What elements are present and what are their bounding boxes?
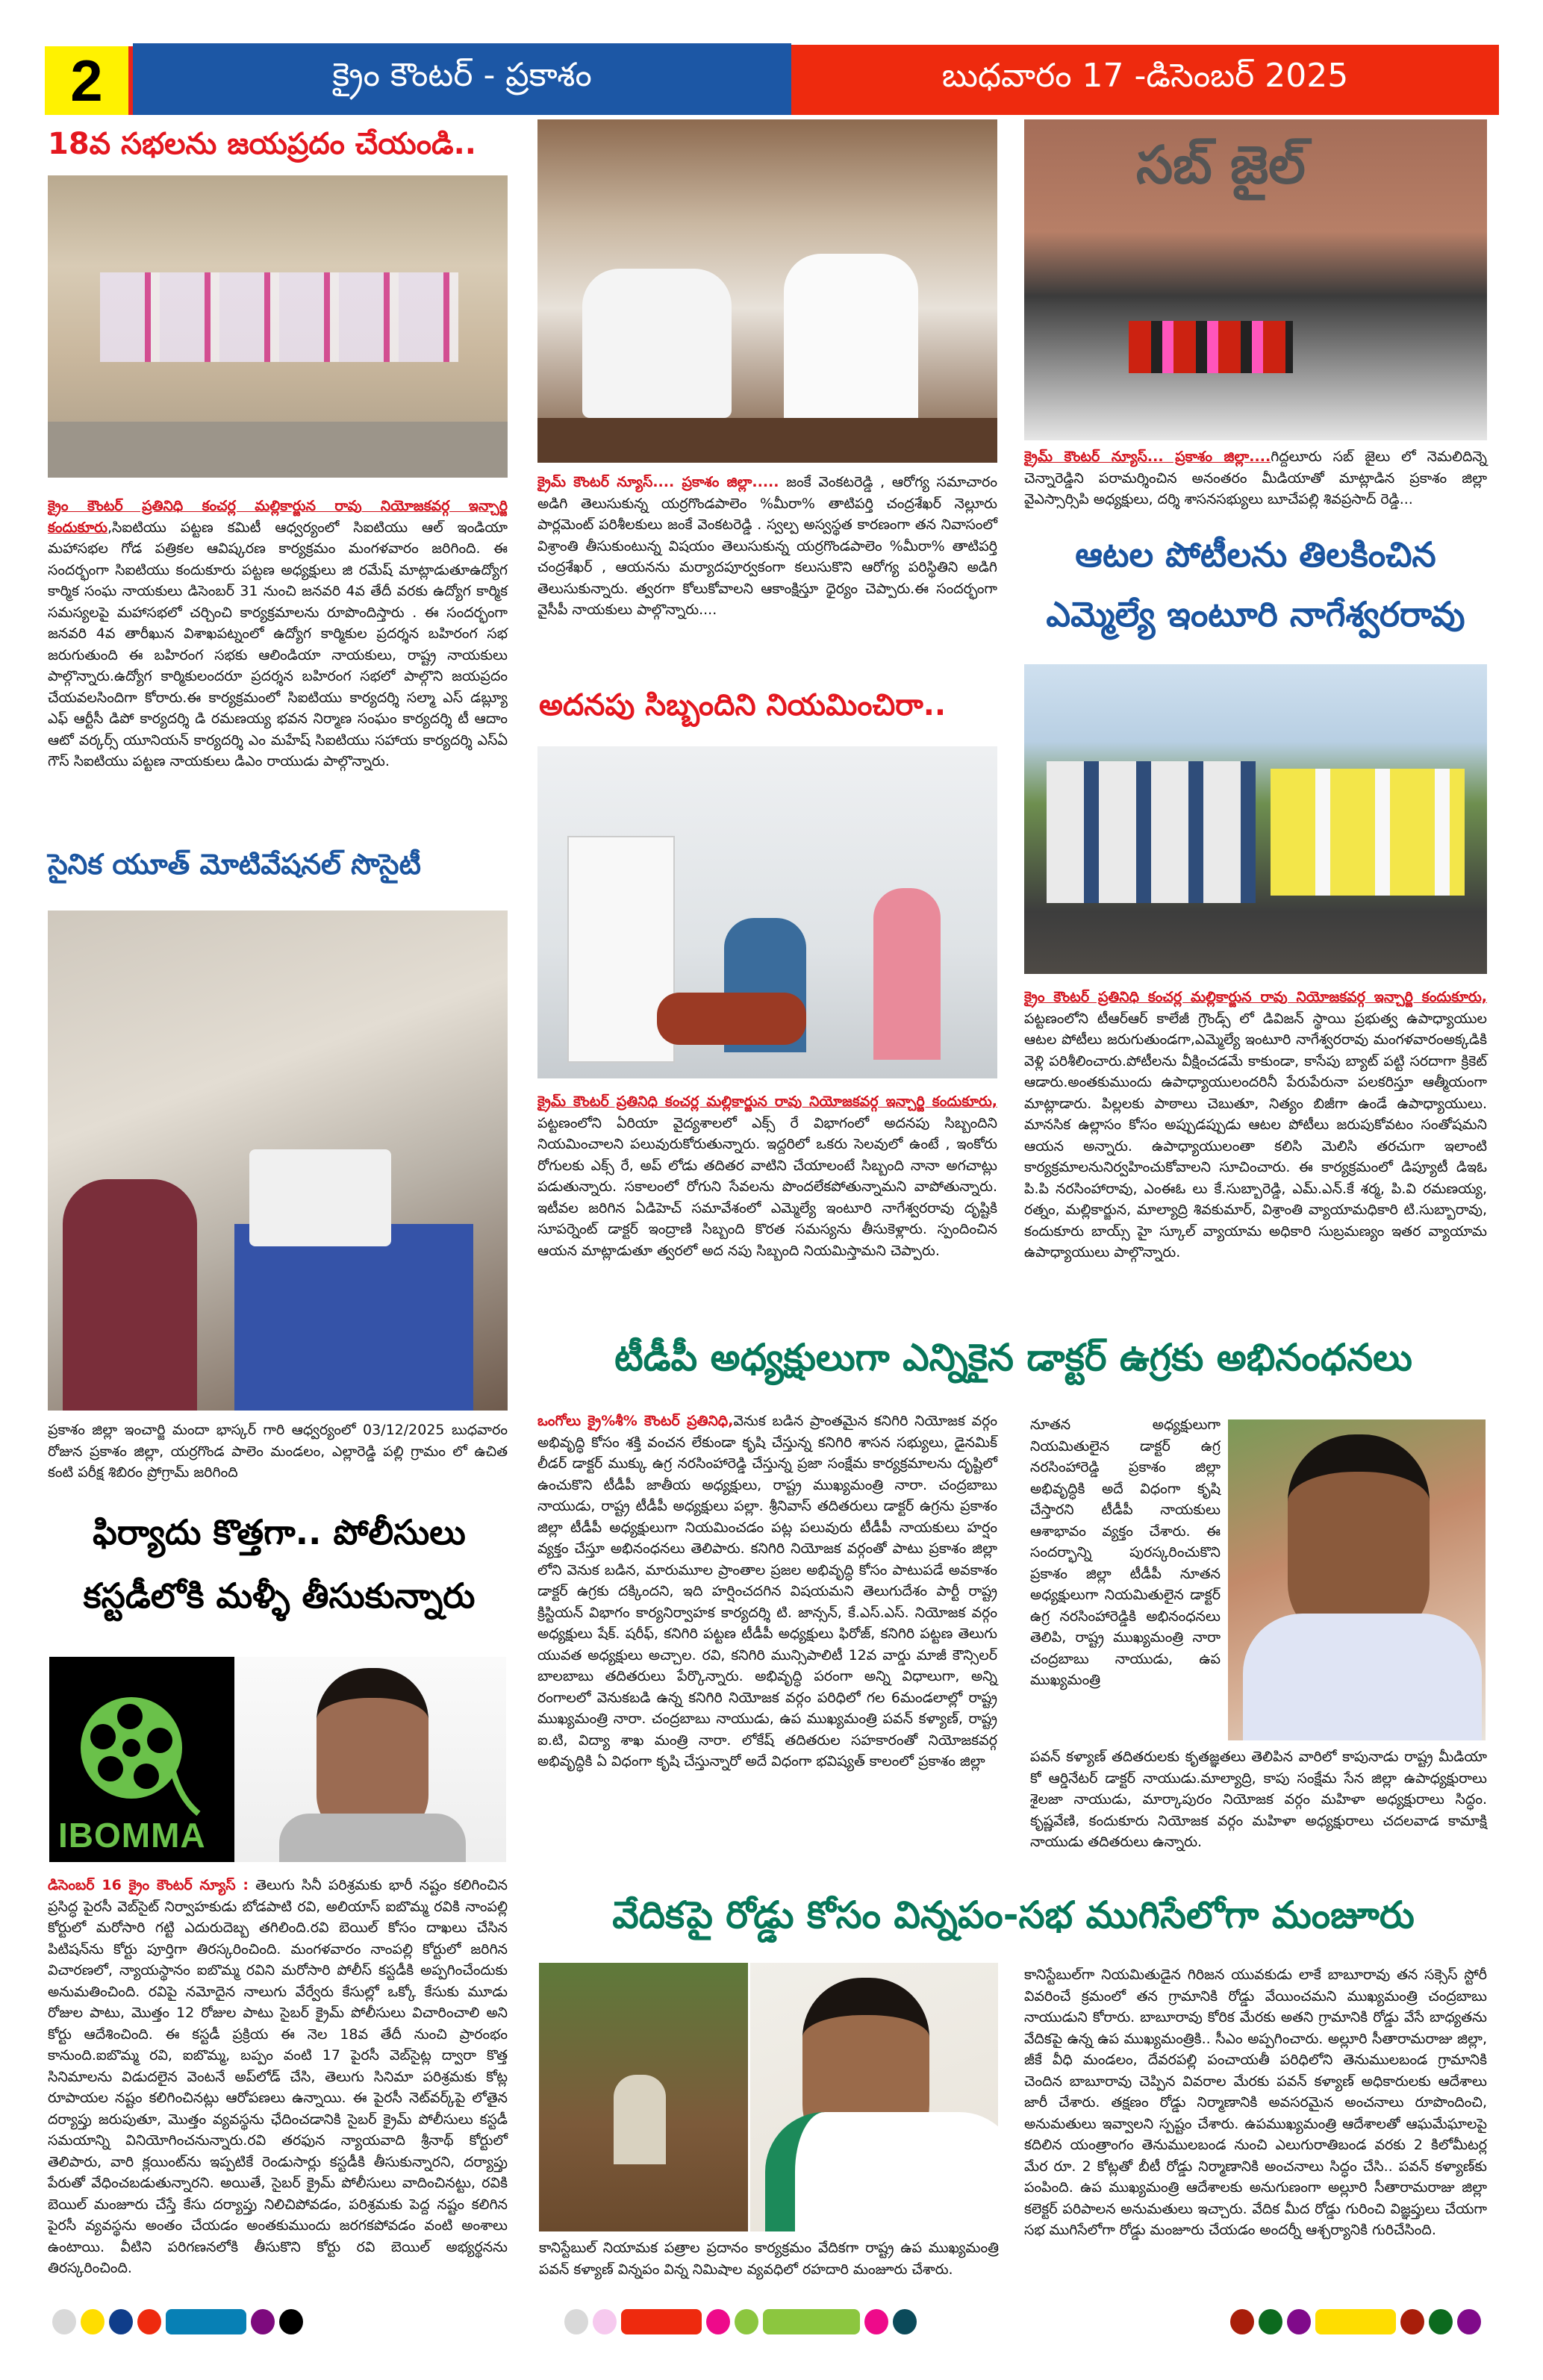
headline-sports-line1: ఆటల పోటీలను తిలకించిన xyxy=(1075,534,1436,575)
caption-eye-camp: ప్రకాశం జిల్లా ఇంచార్జి మందా భాస్కర్ గారి ఆధ్వర్యంలో 03/12/2025 బుధవారం రోజున ప్రకాశం జిల్లా, యర్రగొండ పాలెం మండలం, ఎల్లారెడ్డి పల్లి గ్రామం లో ఉచిత కంటి పరీక్ష శిబిరం ప్రోగ్రామ్ జరిగింది xyxy=(48,1422,508,1481)
article-body: పట్టణంలోని ఏరియా వైద్యశాలలో ఎక్స్ రే విభాగంలో అదనపు సిబ్బందిని నియమించాలని పలువురుకోరుతున్నారు. ఇద్దరిలో ఒకరు సెలవులో ఉంటే , ఇంకోరు రోగులకు ఎక్స్ రే, అప్ లోడు తదితర వాటిని చేయాలంటే సిబ్బంది నానా అగచాట్లు పడుతున్నారు. సకాలంలో రోగుని సేవలను పొందలేకపోతున్నామని వాపోతున్నారు. ఇటీవల జరిగిన ఏడిహెచ్ సమావేశంలో ఎమ్మెల్యే ఇంటూరి నాగేశ్వరరావు దృష్టికి సూపర్నెంట్ డాక్టర్ ఇంద్రాణి సిబ్బంది కొరత సమస్యను తీసుకెళ్లారు. స్పందించిన ఆయన మాట్లాడుతూ త్వరలో అద నపు సిబ్బంది నియమిస్తామని చెప్పారు. xyxy=(537,1114,997,1259)
photo-village-road xyxy=(539,1963,748,2231)
article-lead: డిసెంబర్ 16 క్రైం కౌంటర్ న్యూస్ : xyxy=(48,1877,249,1893)
article-lead: క్రైం కౌంటర్ ప్రతినిధి కంచర్ల మల్లికార్జున రావు నియోజకవర్గ ఇన్చార్జి కందుకూరు xyxy=(48,498,508,536)
article-subjail xyxy=(1024,446,1487,510)
article-xray xyxy=(537,1091,997,1261)
article-lead: క్రైమ్ కౌంటర్ న్యూస్... ప్రకాశం జిల్లా.... xyxy=(1024,449,1271,465)
headline-ibomma-line1: ఫిర్యాదు కొత్తగా.. పోలీసులు xyxy=(93,1512,466,1552)
ibomma-logo xyxy=(49,1657,234,1862)
article-body: జంకే వెంకటరెడ్డి , ఆరోగ్య సమాచారం అడిగి తెలుసుకున్న యర్రగొండపాలెం %మీరా% తాటిపర్తి చంద్రశేఖర్ నెల్లూరు పార్లమెంట్ పరిశీలకులు జంకే వెంకటరెడ్డి . స్వల్ప అస్వస్థత కారణంగా తన నివాసంలో విశ్రాంతి తీసుకుంటున్న విషయం తెలుసుకున్న యర్రగొండపాలెం %మీరా% తాటిపర్తి చంద్రశేఖర్ , ఆయనను మర్యాదపూర్వకంగా కలుసుకొని ఆరోగ్య పరిస్థితిని అడిగి తెలుసుకున్నారు. త్వరగా కోలుకోవాలని ఆకాంక్షిస్తూ ధైర్యం చెప్పారు.ఈ సందర్భంగా వైసీపీ నాయకులు పాల్గొన్నారు.... xyxy=(537,474,998,618)
photo-pawan-kalyan xyxy=(750,1963,998,2231)
headline-citu: 18వ సభలను జయప్రదం చేయండి.. xyxy=(48,127,476,161)
photo-health-visit xyxy=(537,119,997,463)
article-body: తెలుగు సినీ పరిశ్రమకు భారీ నష్టం కలిగించిన ప్రసిద్ధ పైరసీ వెబ్‌సైట్ నిర్వాహకుడు బోడపాటి రవి, అలియాస్ ఐబొమ్మ రవికి నాంపల్లి కోర్టులో మరోసారి గట్టి ఎదురుదెబ్బ తగిలింది.రవి బెయిల్ కోసం దాఖలు చేసిన పిటిషన్‌ను కోర్టు పూర్తిగా తిరస్కరించింది. మంగళవారం నాంపల్లి కోర్టులో జరిగిన విచారణలో, న్యాయస్థానం ఐబొమ్మ రవిని మరోసారి పోలీస్ కస్టడీకి అప్పగించేందుకు అనుమతించింది. రవిపై నమోదైన నాలుగు వేర్వేరు కేసుల్లో ఒక్కో కేసుకు మూడు రోజుల పాటు, మొత్తం 12 రోజుల పాటు సైబర్ క్రైమ్ పోలీసులు విచారించాలి అని కోర్టు ఆదేశించింది. ఈ కస్టడీ ప్రక్రియ ఈ నెల 18వ తేదీ నుంచి ప్రారంభం కానుంది.ఐబొమ్మ రవి, ఐబొమ్మ, బప్పం వంటి 17 పైరసీ వెబ్‌సైట్ల ద్వారా కొత్త సినిమాలను విడుదలైన వెంటనే అప్‌లోడ్ చేసి, తెలుగు సినిమా పరిశ్రమకు కోట్ల రూపాయల నష్టం కలిగించినట్లు ఆరోపణలు ఉన్నాయి. ఈ పైరసీ నెట్‌వర్క్‌పై లోతైన దర్యాప్తు జరుపుతూ, మొత్తం వ్యవస్థను ఛేదించడానికి సైబర్ క్రైమ్ పోలీసులు కస్టడీ సమయాన్ని వినియోగించనున్నారు.రవి తరఫున న్యాయవాది శ్రీనాథ్ కోర్టులో తెలిపారు, వారి క్లయింట్‌ను ఇప్పటికే రెండుసార్లు కస్టడీకి తీసుకున్నారని, దర్యాప్తు పేరుతో వేధించబడుతున్నారని. అయితే, సైబర్ క్రైమ్ పోలీసులు వాదించినట్టు, రవికి బెయిల్ మంజూరు చేస్తే కేసు దర్యాప్తు నిలిచిపోవడం, పరిశ్రమకు పెద్ద నష్టం కలిగిన పైరసీ వ్యవస్థను అంతం చేయడం అంతకుముందు జరగకపోవడం వంటి అంశాలు ఉంటాయి. వీటిని పరిగణనలోకి తీసుకొని కోర్టు రవి బెయిల్ అభ్యర్థనను తిరస్కరించింది. xyxy=(48,1877,508,2276)
article-road: కానిస్టేబుల్‌గా నియమితుడైన గిరిజన యువకుడు లాకే బాబూరావు తన సక్సెస్ స్టోరీ వివరించే క్రమంలో తన గ్రామానికి రోడ్డు వేయించమని ముఖ్యమంత్రి చంద్రబాబు నాయుడుని కోరారు. బాబూరావు కోరిక మేరకు అతని గ్రామానికి రోడ్డు వేసే బాధ్యతను వేదికపై ఉన్న ఉప ముఖ్యమంత్రికి.. సీఎం అప్పగించారు. అల్లూరి సీతారామరాజు జిల్లా, జీకే వీధి మండలం, దేవరపల్లి పంచాయతీ పరిధిలోని తెనుములబండ గ్రామానికి చెందిన బాబూరావు చెప్పిన వివరాల మేరకు పవన్ కళ్యాణ్ అధికారులకు ఆదేశాలు జారీ చేశారు. తక్షణం రోడ్డు నిర్మాణానికి అవసరమైన అంచనాలు రూపొందించి, అనుమతులు ఇవ్వాలని స్పష్టం చేశారు. ఉపముఖ్యమంత్రి ఆదేశాలతో ఆఘమేఘాలపై కదిలిన యంత్రాంగం తెనుములబండ నుంచి ఎలుగురాతిబండ వరకు 2 కిలోమీటర్ల మేర రూ. 2 కోట్లతో బీటీ రోడ్డు నిర్మాణానికి అంచనాలు సిద్ధం చేసి.. పవన్ కళ్యాణ్‌కు పంపింది. ఉప ముఖ్యమంత్రి ఆదేశాలకు అనుగుణంగా అల్లూరి సీతారామరాజు జిల్లా కలెక్టర్ పరిపాలన అనుమతులు ఇచ్చారు. వేదిక మీద రోడ్డు గురించి విజ్ఞప్తులు చేయగా సభ ముగిసేలోగా రోడ్డు మంజూరు చేయడం అందర్నీ ఆశ్చర్యానికి గురిచేసింది. xyxy=(1024,1967,1487,2238)
registration-marks-left xyxy=(52,2309,303,2334)
article-lead: క్రైం కౌంటర్ ప్రతినిధి కంచర్ల మల్లికార్జున రావు నియోజకవర్గ ఇన్చార్జి కందుకూరు, xyxy=(1024,989,1487,1005)
photo-xray-room xyxy=(537,746,997,1078)
article-body: ,సిఐటియు పట్టణ కమిటీ ఆధ్వర్యంలో సిఐటియు ఆల్ ఇండియా మహాసభల గోడ పత్రికల ఆవిష్కరణ కార్యక్రమం మంగళవారం జరిగింది. ఈ సందర్భంగా సిఐటియు కందుకూరు పట్టణ అధ్యక్షులు జి రమేష్ మాట్లాడుతూఉద్యోగ కార్మిక సంఘ నాయకులు డిసెంబర్ 31 నుంచి జనవరి 4వ తేదీ వరకు ఉద్యోగ కార్మిక సమస్యలపై మహాసభలో చర్చించి కార్యక్రమాలను రూపొందిస్తారు . ఈ సందర్భంగా జనవరి 4వ తారీఖున విశాఖపట్నంలో ఉద్యోగ కార్మికుల ప్రదర్శన బహిరంగ సభ జరుగుతుంది ఈ బహిరంగ సభకు ఆలిండియా నాయకులు, రాష్ట్ర నాయకులు పాల్గొన్నారు.ఉద్యోగ కార్మికులందరూ ప్రదర్శన బహిరంగ సభలో పాల్గొని జయప్రదం చేయవలసిందిగా కోరారు.ఈ కార్యక్రమంలో సిఐటియు కార్యదర్శి సల్మా ఎస్ డబ్ల్యూ ఎఫ్ ఆర్టీసీ డిపో కార్యదర్శి డి రమణయ్య భవన నిర్మాణ సంఘం కార్యదర్శి టీ ఆదాం ఆటో వర్కర్స్ యూనియన్ కార్యదర్శి ఎం మహేష్ సిఐటియు సహాయ కార్యదర్శి ఎస్ఏ గౌస్ సిఐటియు పట్టణ నాయకులు డిఎం రాయుడు పాల్గొన్నారు. xyxy=(48,519,508,769)
headline-ibomma-line2: కస్టడీలోకి మళ్ళీ తీసుకున్నారు xyxy=(83,1575,476,1616)
article-tdp-right: నూతన అధ్యక్షులుగా నియమితులైన డాక్టర్ ఉగ్ర నరసింహారెడ్డి ప్రకాశం జిల్లా అభివృద్ధికి అదే విధంగా కృషి చేస్తారని టీడీపీ నాయకులు ఆశాభావం వ్యక్తం చేశారు. ఈ సందర్భాన్ని పురస్కరించుకొని ప్రకాశం జిల్లా టీడీపీ నూతన అధ్యక్షులుగా నియమితులైన డాక్టర్ ఉగ్ర నరసింహారెడ్డికి అభినంధనలు తెలిపి, రాష్ట్ర ముఖ్యమంత్రి నారా చంద్రబాబు నాయుడు, ఉప ముఖ్యమంత్రి xyxy=(1030,1417,1221,1688)
article-health-visit xyxy=(537,472,997,621)
article-sports xyxy=(1024,987,1487,1264)
headline-tdp: టీడీపీ అధ్యక్షులుగా ఎన్నికైన డాక్టర్ ఉగ్రకు అభినంధనలు xyxy=(614,1336,1412,1379)
article-lead: క్రైమ్ కౌంటర్ న్యూస్.... ప్రకాశం జిల్లా..... xyxy=(537,474,779,490)
headline-xray-staff: అదనపు సిబ్బందిని నియమించిరా.. xyxy=(539,688,947,722)
article-tdp-bottom: పవన్ కళ్యాణ్ తదితరులకు కృతజ్ఞతలు తెలిపిన వారిలో కాపునాడు రాష్ట్ర మీడియా కో ఆర్డినేటర్ డాక్టర్ నాయుడు.మాల్యాద్రి, కాపు సంక్షేమ సేన జిల్లా ఉపాధ్యక్షురాలు శైలజా నాయుడు, మార్కాపురం నియోజక వర్గం మహిళా అధ్యక్షురాలు సిద్ధం. కృష్ణవేణి, కందుకూరు నియోజక వర్గం మహిళా అధ్యక్షురాలు చదలవాడ కామాక్షి నాయుడు తదితరులు ఉన్నారు. xyxy=(1030,1749,1487,1850)
headline-sainik: సైనిక యూత్ మోటివేషనల్ సొసైటీ xyxy=(48,848,421,881)
article-ibomma xyxy=(48,1875,508,2279)
headline-road: వేదికపై రోడ్డు కోసం విన్నపం-సభ ముగిసేలోగా మంజూరు xyxy=(612,1893,1415,1937)
article-body: గిద్దలూరు సబ్ జైలు లో నెమలిదిన్నె చెన్నారెడ్డిని పరామర్శించిన అనంతరం మీడియాతో మాట్లాడిన ప్రకాశం జిల్లా వైఎస్సార్సిపి అధ్యక్షులు, దర్శి శాసనసభ్యులు బూచేపల్లి శివప్రసాద్ రెడ్డి... xyxy=(1024,449,1487,507)
photo-ravi-portrait xyxy=(234,1657,506,1862)
article-citu xyxy=(48,496,508,772)
article-lead: ఒంగోలు క్రై%శీ% కౌంటర్ ప్రతినిధి, xyxy=(537,1413,734,1429)
photo-dr-ugra-portrait xyxy=(1228,1419,1486,1740)
registration-marks-mid xyxy=(564,2309,917,2334)
article-lead: క్రైమ్ కౌంటర్ ప్రతినిధి కంచర్ల మల్లికార్జున రావు నియోజకవర్గ ఇన్చార్జి కందుకూరు, xyxy=(537,1093,997,1110)
article-body: వెనుక బడిన ప్రాంతమైన కనిగిరి నియోజక వర్గం అభివృద్ధి కోసం శక్తి వంచన లేకుండా కృషి చేస్తున్న కనిగిరి శాసన సభ్యులు, డైనమిక్ లీడర్ డాక్టర్ ముక్కు ఉగ్ర నరసింహారెడ్డి చేస్తున్న ప్రజా సంక్షేమ కార్యక్రమాలను దృష్టిలో ఉంచుకొని టీడీపీ జాతీయ అధ్యక్షులు, రాష్ట్ర ముఖ్యమంత్రి నారా. చంద్రబాబు నాయుడు, రాష్ట్ర టీడీపీ అధ్యక్షులు పల్లా. శ్రీనివాస్ తదితరులు డాక్టర్ ఉగ్రను ప్రకాశం జిల్లా టీడీపీ అధ్యక్షులుగా నియమించడం పట్ల పలువురు టీడీపీ నాయకులు హర్షం వ్యక్తం చేస్తూ అభినంధనలు తెలిపారు. కనిగిరి నియోజక వర్గంతో పాటు ప్రకాశం జిల్లా లోని వెనుక బడిన, మారుమూల ప్రాంతాల ప్రజల అభివృద్ధి కోసం పాటుపడే అవకాశం డాక్టర్ ఉగ్రకు దక్కిందని, ఇది హర్షించదగిన విషయమని తెలుగుదేశం పార్టీ రాష్ట్ర క్రిస్టియన్ విభాగం కార్యనిర్వాహక కార్యదర్శి టి. జాన్సన్, కే.ఎస్.ఎస్. నియోజక వర్గం అధ్యక్షులు షేక్. షరీఫ్, కనిగిరి పట్టణ టీడీపీ అధ్యక్షులు ఫిరోజ్, కనిగిరి పట్టణ తెలుగు యువత అధ్యక్షులు అచ్చాల. రవి, కనిగిరి మున్సిపాలిటీ 12వ వార్డు మాజీ కౌన్సిలర్ బాలబాబు తదితరులు పేర్కొన్నారు. అభివృద్ధి పరంగా అన్ని విధాలుగా, అన్ని రంగాలలో వెనుకబడి ఉన్న కనిగిరి నియోజక వర్గం పరిధిలో గల 6మండలాల్లో రాష్ట్ర ముఖ్యమంత్రి నారా. చంద్రబాబు నాయుడు, ఉప ముఖ్యమంత్రి పవన్ కళ్యాణ్, రాష్ట్ర ఐ.టి, విద్యా శాఖ మంత్రి నారా. లోకేష్ తదితరుల సహకారంతో నియోజకవర్గ అభివృద్ధికి ఏ విధంగా కృషి చేస్తున్నారో అదే విధంగా భవిష్యత్ కాలంలో ప్రకాశం జిల్లా xyxy=(537,1413,998,1770)
article-tdp-left xyxy=(537,1411,997,1772)
page-number: 2 xyxy=(45,46,133,115)
photo-citu-poster-release xyxy=(48,175,508,478)
masthead-title: క్రైం కౌంటర్ - ప్రకాశం xyxy=(133,43,791,115)
photo-eye-camp xyxy=(48,911,508,1411)
photo-subjail-media xyxy=(1024,119,1487,440)
ibomma-logo-text: IBOMMA xyxy=(58,1816,206,1855)
photo-sports-meet xyxy=(1024,664,1487,974)
caption-road: కానిస్టేబుల్ నియామక పత్రాల ప్రదానం కార్యక్రమం వేదికగా రాష్ట్ర ఉప ముఖ్యమంత్రి పవన్ కళ్యాణ్ విన్నపం విన్న నిమిషాల వ్యవధిలో రహదారి మంజూరు చేశారు. xyxy=(539,2240,999,2278)
headline-sports-line2: ఎమ్మెల్యే ఇంటూరి నాగేశ్వరరావు xyxy=(1046,594,1465,634)
subjail-sign: సబ్ జైల్ xyxy=(1136,134,1306,196)
article-body: పట్టణంలోని టీఆర్ఆర్ కాలేజీ గ్రౌండ్స్ లో డివిజన్ స్థాయి ప్రభుత్వ ఉపాధ్యాయుల ఆటల పోటీలు జరుగుతుండగా,ఎమ్మెల్యే ఇంటూరి నాగేశ్వరరావు మంగళవారంఅక్కడికి వెళ్లి పరిశీలించారు.పోటీలను వీక్షించడమే కాకుండా, కాసేపు బ్యాట్ పట్టి సరదాగా క్రికెట్ ఆడారు.అంతకుముందు ఉపాధ్యాయులందరినీ పేరుపేరునా పలకరిస్తూ ఆత్మీయంగా మాట్లాడారు. పిల్లలకు పాఠాలు చెబుతూ, నిత్యం బిజీగా ఉండే ఉపాధ్యాయులు. మానసిక ఉల్లాసం కోసం అప్పుడప్పుడు ఆటల పోటీలు జరుపుకోవటం సంతోషమని ఆయన అన్నారు. ఉపాధ్యాయులంతా కలిసి మెలిసి తరచుగా ఇలాంటి కార్యక్రమాలనునిర్వహించుకోవాలని సూచించారు. ఈ కార్యక్రమంలో డిప్యూటీ డిఇఓ పి.పి నరసింహారావు, ఎంఈఓ లు కే.సుబ్బారెడ్డి, ఎమ్.ఎన్.కే శర్మ, పి.వి రమణయ్య, రత్నం, మల్లికార్జున, మాల్యాద్రి శివకుమార్, విశ్రాంతి వ్యాయామధికారి టి.సుబ్బారావు, కందుకూరు బాయ్స్ హై స్కూల్ వ్యాయామ అధికారి సుబ్రమణ్యం ఇతర వ్యాయామ ఉపాధ్యాయులు పాల్గొన్నారు. xyxy=(1024,1010,1487,1261)
registration-marks-right xyxy=(1230,2309,1481,2334)
issue-date: బుధవారం 17 -డిసెంబర్ 2025 xyxy=(791,45,1499,115)
